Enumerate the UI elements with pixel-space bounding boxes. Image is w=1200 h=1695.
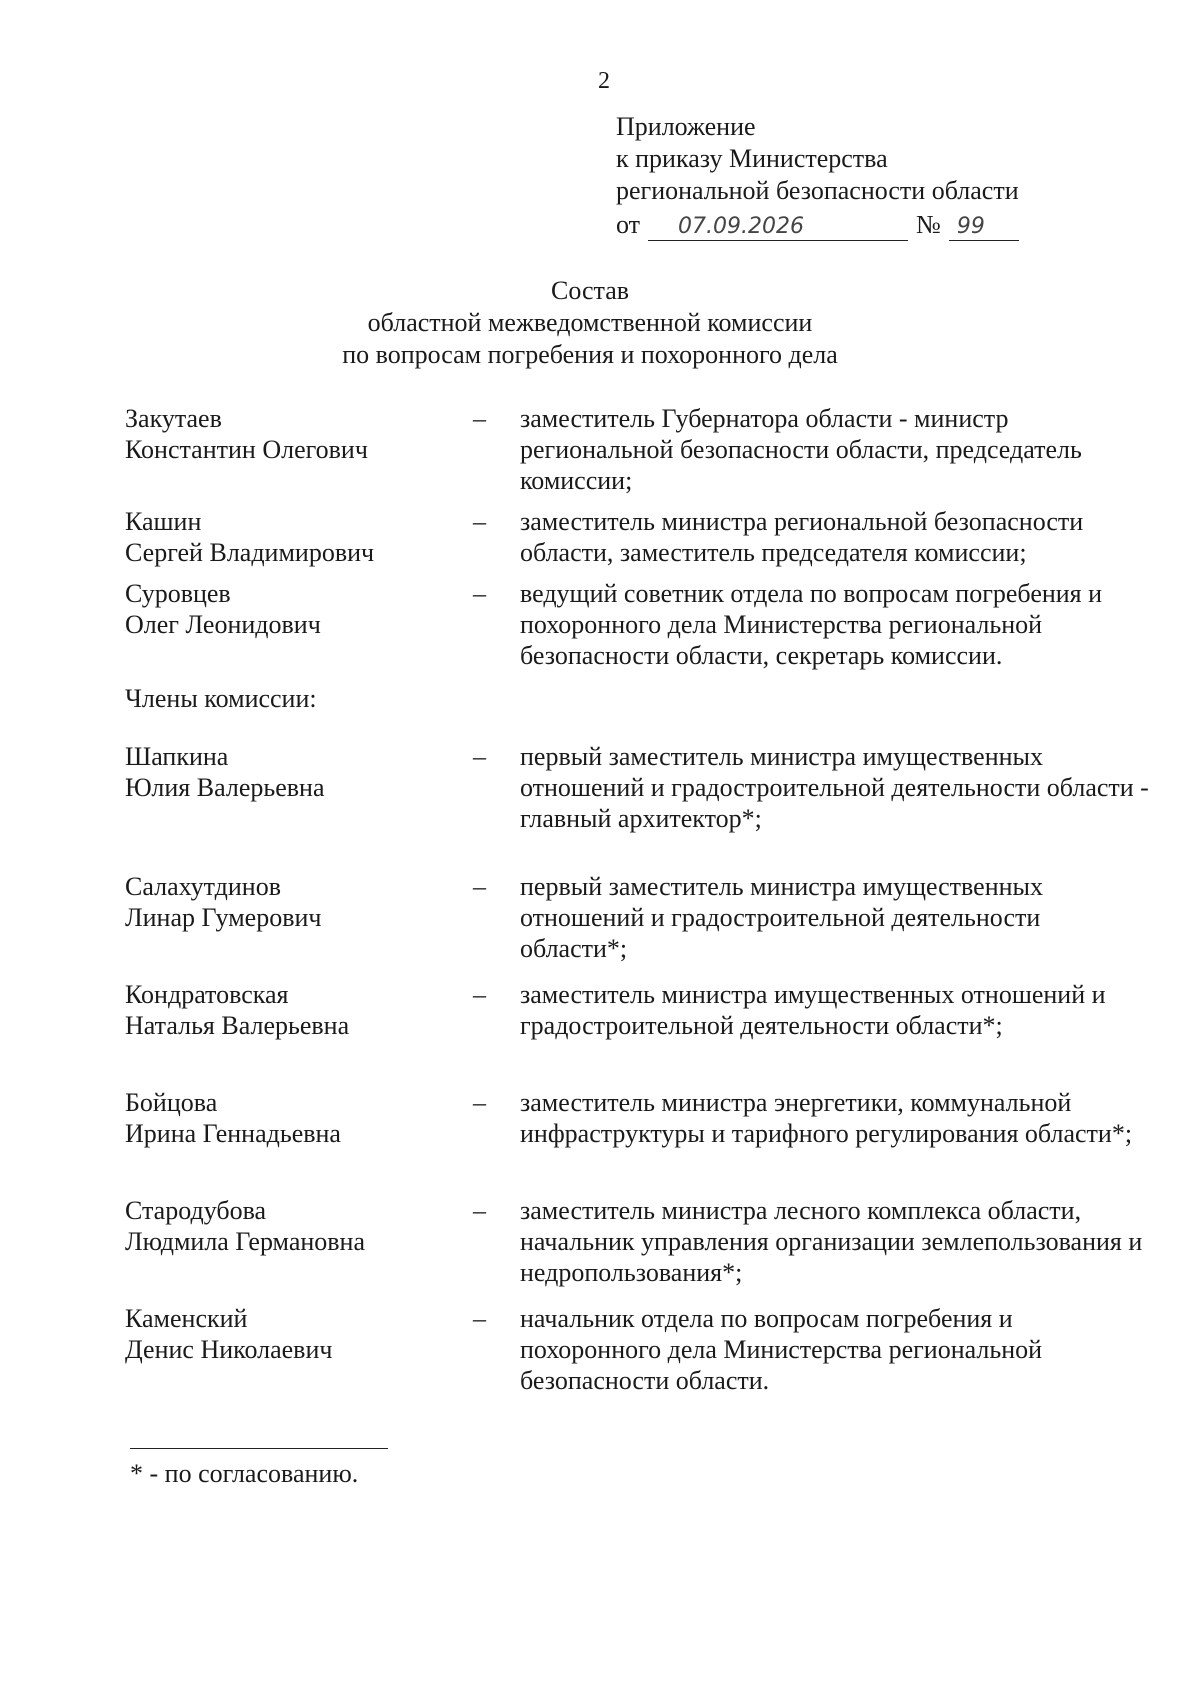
appendix-order-ref: к приказу Министерства	[616, 144, 888, 173]
footnote-divider	[130, 1448, 388, 1449]
member-name	[125, 871, 465, 933]
member-given-name: Олег Леонидович	[125, 610, 321, 639]
member-role: заместитель министра энергетики, коммунальной инфраструктуры и тарифного регулирования области*;	[520, 1088, 1133, 1148]
member-given-name: Сергей Владимирович	[125, 538, 375, 567]
title-line-2: областной межведомственной комиссии	[367, 308, 813, 337]
member-row	[125, 1303, 1145, 1395]
document-title	[200, 275, 980, 371]
dash: –	[473, 1196, 486, 1225]
from-label: от	[616, 210, 641, 239]
page-number: 2	[598, 68, 610, 94]
member-name	[125, 1303, 465, 1365]
dash: –	[473, 1304, 486, 1333]
handwritten-number: 99	[949, 213, 1019, 241]
title-line-1: Состав	[550, 276, 630, 305]
member-role: первый заместитель министра имущественных отношений и градостроительной деятельности области*;	[520, 872, 1044, 963]
member-name	[125, 403, 465, 465]
member-name	[125, 578, 465, 640]
dash: –	[473, 980, 486, 1009]
dash: –	[473, 872, 486, 901]
member-surname: Стародубова	[125, 1196, 267, 1225]
members-section-label: Члены комиссии:	[125, 684, 317, 713]
member-given-name: Константин Олегович	[125, 435, 368, 464]
member-name	[125, 506, 465, 568]
footnote: * - по согласованию.	[130, 1459, 359, 1488]
member-role: начальник отдела по вопросам погребения и похоронного дела Министерства региональной безопасности области.	[520, 1304, 1043, 1395]
title-line-3: по вопросам погребения и похоронного дела	[342, 340, 838, 369]
member-given-name: Людмила Германовна	[125, 1227, 366, 1256]
member-surname: Салахутдинов	[125, 872, 281, 901]
member-given-name: Юлия Валерьевна	[125, 773, 325, 802]
member-surname: Кондратовская	[125, 980, 289, 1009]
member-role: заместитель министра региональной безопасности области, заместитель председателя комиссии;	[520, 507, 1084, 567]
member-given-name: Денис Николаевич	[125, 1335, 333, 1364]
appendix-ministry: региональной безопасности области	[616, 176, 1019, 205]
member-row-secretary	[125, 578, 1145, 670]
member-surname: Закутаев	[125, 404, 222, 433]
member-surname: Суровцев	[125, 579, 231, 608]
member-row	[125, 1087, 1145, 1149]
number-label: №	[916, 210, 941, 239]
dash: –	[473, 507, 486, 536]
member-surname: Бойцова	[125, 1088, 218, 1117]
member-name	[125, 979, 465, 1041]
member-given-name: Наталья Валерьевна	[125, 1011, 350, 1040]
member-surname: Каменский	[125, 1304, 248, 1333]
dash: –	[473, 1088, 486, 1117]
member-name	[125, 1195, 465, 1257]
member-name	[125, 1087, 465, 1149]
appendix-header	[616, 111, 1136, 241]
member-row-chair	[125, 403, 1145, 495]
dash: –	[473, 579, 486, 608]
member-role: заместитель министра лесного комплекса области, начальник управления организации землепользования и недропользования*;	[520, 1196, 1143, 1287]
appendix-title: Приложение	[616, 112, 756, 141]
member-given-name: Линар Гумерович	[125, 903, 322, 932]
member-row	[125, 871, 1145, 963]
member-role: заместитель Губернатора области - министр региональной безопасности области, председатель комиссии;	[520, 404, 1082, 495]
dash: –	[473, 404, 486, 433]
member-row	[125, 1195, 1145, 1287]
handwritten-date: 07.09.2026	[648, 213, 908, 241]
order-date-number-line	[616, 209, 1136, 241]
member-row	[125, 979, 1145, 1041]
member-given-name: Ирина Геннадьевна	[125, 1119, 341, 1148]
member-role: заместитель министра имущественных отношений и градостроительной деятельности области*;	[520, 980, 1106, 1040]
member-role: ведущий советник отдела по вопросам погребения и похоронного дела Министерства региональной безопасности области, секретарь комиссии.	[520, 579, 1103, 670]
dash: –	[473, 742, 486, 771]
member-row-deputy-chair	[125, 506, 1145, 568]
member-surname: Шапкина	[125, 742, 229, 771]
member-row	[125, 741, 1149, 833]
member-name	[125, 741, 465, 803]
member-role: первый заместитель министра имущественных отношений и градостроительной деятельности области - главный архитектор*;	[520, 742, 1149, 833]
member-surname: Кашин	[125, 507, 202, 536]
